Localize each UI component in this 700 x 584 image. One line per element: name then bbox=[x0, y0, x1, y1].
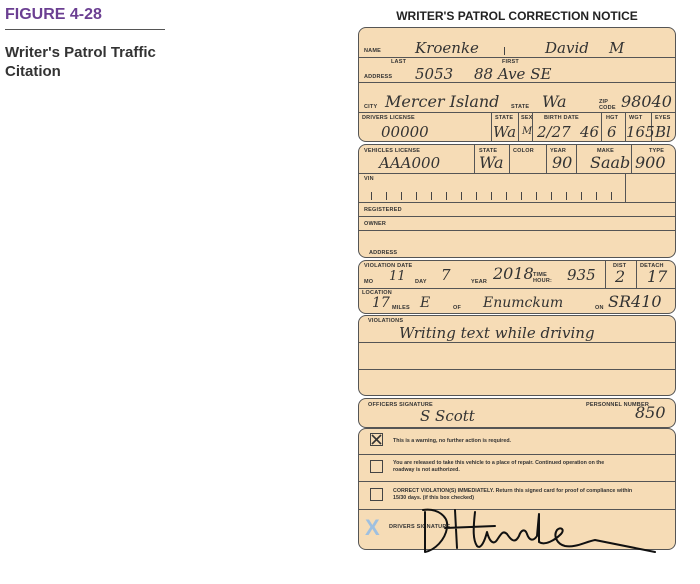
violation-time-value: 935 bbox=[567, 266, 596, 284]
location-on-value: SR410 bbox=[608, 292, 662, 311]
day-label: DAY bbox=[415, 279, 427, 285]
first-name-value: David bbox=[545, 39, 589, 57]
zip-value: 98040 bbox=[621, 92, 672, 111]
violations-section bbox=[358, 315, 676, 396]
address2-label: ADDRESS bbox=[369, 250, 398, 256]
vehicle-year-value: 90 bbox=[552, 153, 573, 172]
eyes-value: Bl bbox=[655, 123, 671, 141]
signature-x-mark: X bbox=[365, 515, 380, 540]
last-name-value: Kroenke bbox=[415, 39, 479, 57]
height-value: 6 bbox=[607, 123, 617, 141]
officers-signature-label: OFFICERS SIGNATURE bbox=[368, 402, 433, 408]
district-value: 2 bbox=[615, 267, 626, 286]
time-label: TIME HOUR: bbox=[533, 272, 553, 284]
sex-value: M bbox=[522, 126, 533, 137]
make-label: MAKE bbox=[597, 148, 614, 154]
personnel-number-label: PERSONNEL NUMBER bbox=[586, 402, 649, 408]
violation-month-value: 11 bbox=[389, 269, 406, 284]
weight-value: 165 bbox=[626, 123, 655, 141]
location-label: LOCATION bbox=[362, 290, 392, 296]
zip-label: ZIP CODE bbox=[599, 99, 616, 111]
of-label: OF bbox=[453, 305, 462, 311]
drivers-license-value: 00000 bbox=[381, 123, 429, 141]
dl-state-value: Wa bbox=[493, 123, 517, 141]
figure-label: FIGURE 4-28 bbox=[5, 6, 102, 23]
address-label: ADDRESS bbox=[364, 74, 393, 80]
violation-year-value: 2018 bbox=[493, 264, 534, 283]
officer-signature-value: S Scott bbox=[420, 407, 475, 425]
repair-option-text: You are released to take this vehicle to a place of repair. Continued operation on the roadway is not authorized. bbox=[393, 460, 605, 473]
dist-label: DIST bbox=[613, 263, 627, 269]
on-label: ON bbox=[595, 305, 604, 311]
violation-date-label: VIOLATION DATE bbox=[364, 263, 413, 269]
year-label: YEAR bbox=[550, 148, 567, 154]
figure-caption: Writer's Patrol Traffic Citation bbox=[5, 44, 156, 80]
vehicle-license-label: VEHICLES LICENSE bbox=[364, 148, 421, 154]
height-label: HGT bbox=[606, 115, 619, 121]
warning-checkbox[interactable] bbox=[370, 433, 383, 446]
location-of-value: Enumckum bbox=[483, 295, 564, 311]
first-label: FIRST bbox=[502, 59, 519, 65]
violation-date-section bbox=[358, 260, 676, 314]
vehicle-type-value: 900 bbox=[635, 153, 666, 172]
weight-label: WGT bbox=[629, 115, 643, 121]
birth-date-value: 2/27 bbox=[537, 123, 571, 141]
driver-signature-scribble bbox=[415, 500, 675, 560]
mo-label: MO bbox=[364, 279, 374, 285]
violations-label: VIOLATIONS bbox=[368, 318, 404, 324]
check-x-icon bbox=[371, 434, 382, 445]
figure-rule bbox=[5, 29, 165, 30]
location-direction-value: E bbox=[420, 295, 431, 311]
correct-option-text: CORRECT VIOLATION(S) IMMEDIATELY. Return this signed card for proof of compliance within 15/30 days. (if this box checked) bbox=[393, 488, 633, 501]
drivers-license-label: DRIVERS LICENSE bbox=[362, 115, 415, 121]
middle-initial-value: M bbox=[609, 39, 625, 57]
address-street-value: 88 Ave SE bbox=[474, 65, 552, 83]
vehicle-info-section bbox=[358, 144, 676, 258]
correct-checkbox[interactable] bbox=[370, 488, 383, 501]
birth-year-value: 46 bbox=[580, 123, 600, 141]
detach-label: DETACH bbox=[640, 263, 664, 269]
personnel-number-value: 850 bbox=[635, 403, 666, 422]
year2-label: YEAR bbox=[471, 279, 488, 285]
location-miles-value: 17 bbox=[372, 295, 390, 311]
vehicle-make-value: Saab bbox=[590, 153, 631, 172]
address-number-value: 5053 bbox=[415, 65, 454, 83]
repair-checkbox[interactable] bbox=[370, 460, 383, 473]
sex-label: SEX bbox=[521, 115, 533, 121]
warning-option-text: This is a warning, no further action is required. bbox=[393, 438, 512, 444]
vehicle-state-value: Wa bbox=[479, 153, 504, 172]
state-label: STATE bbox=[511, 104, 530, 110]
type-label: TYPE bbox=[649, 148, 665, 154]
color-label: COLOR bbox=[513, 148, 534, 154]
vin-label: VIN bbox=[364, 176, 374, 182]
violation-text-value: Writing text while driving bbox=[399, 324, 595, 342]
birth-date-label: BIRTH DATE bbox=[544, 115, 579, 121]
state-value: Wa bbox=[542, 92, 567, 111]
miles-label: MILES bbox=[392, 305, 410, 311]
driver-info-section bbox=[358, 27, 676, 142]
city-value: Mercer Island bbox=[385, 92, 500, 111]
vehicle-state-label: STATE bbox=[479, 148, 498, 154]
drivers-signature-label: DRIVERS SIGNATURE bbox=[389, 524, 451, 530]
registered-label: REGISTERED bbox=[364, 207, 402, 213]
city-label: CITY bbox=[364, 104, 378, 110]
notice-title: WRITER'S PATROL CORRECTION NOTICE bbox=[396, 9, 638, 23]
violation-day-value: 7 bbox=[441, 266, 451, 284]
vehicle-license-value: AAA000 bbox=[379, 154, 441, 172]
detach-value: 17 bbox=[647, 267, 668, 286]
officer-section bbox=[358, 398, 676, 428]
name-divider bbox=[504, 47, 506, 55]
dl-state-label: STATE bbox=[495, 115, 514, 121]
name-label: NAME bbox=[364, 48, 381, 54]
owner-label: OWNER bbox=[364, 221, 387, 227]
eyes-label: EYES bbox=[655, 115, 671, 121]
last-label: LAST bbox=[391, 59, 407, 65]
